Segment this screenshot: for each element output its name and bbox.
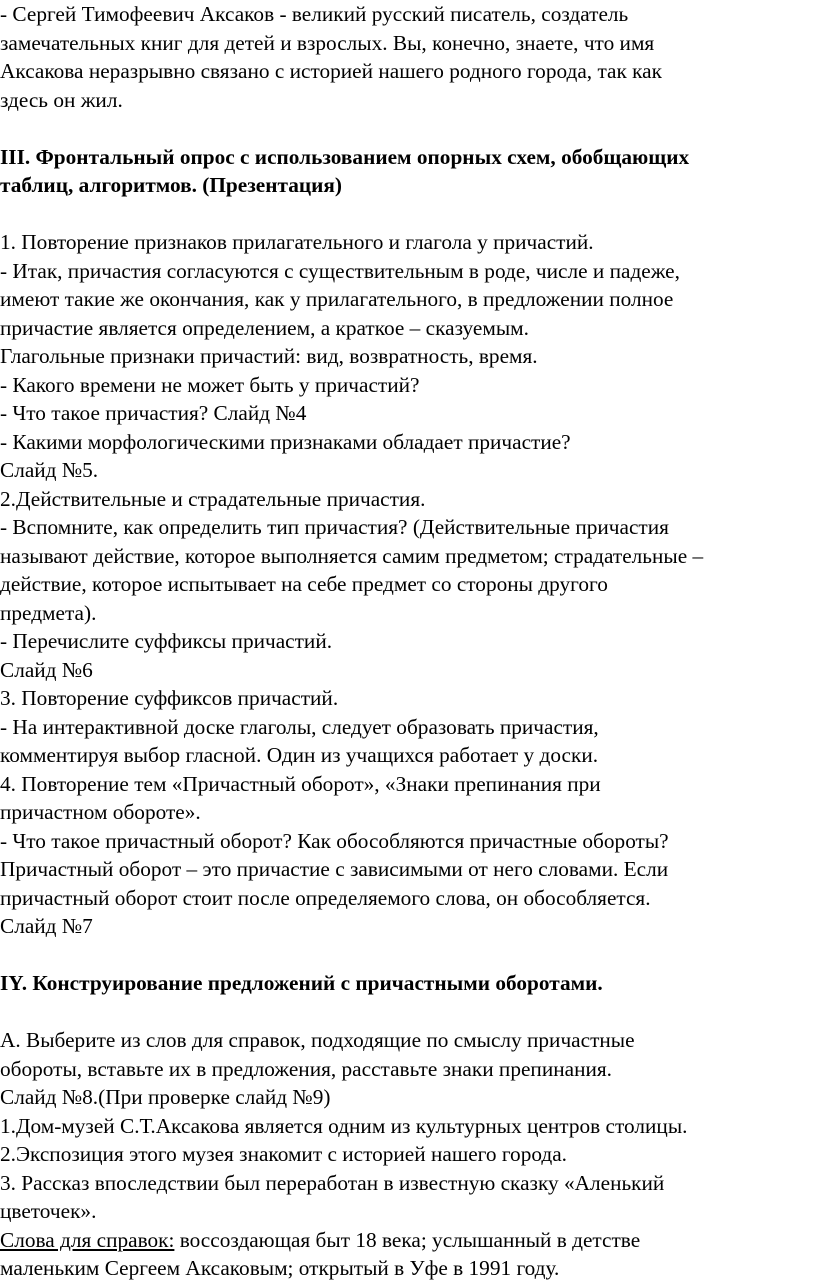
- text-line: 2.Действительные и страдательные причастия.: [0, 486, 426, 511]
- text-line: Слайд №7: [0, 914, 93, 938]
- text-line: Слайд №8.(При проверке слайд №9): [0, 1085, 331, 1109]
- text-line: Слайд №5.: [0, 458, 99, 482]
- text-line: здесь он жил.: [0, 87, 123, 112]
- section-4-heading: IY. Конструирование предложений с причастными оборотами.: [0, 971, 603, 995]
- blank-line: [0, 998, 810, 1027]
- text-line: Глагольные признаки причастий: вид, возвратность, время.: [0, 344, 538, 368]
- section-4-body: [0, 1026, 810, 1283]
- text-line: называют действие, которое выполняется самим предметом; страдательные –: [0, 543, 704, 568]
- text-line: имеют такие же окончания, как у прилагательного, в предложении полное: [0, 287, 674, 311]
- text-line: действие, которое испытывает на себе предмет со стороны другого: [0, 572, 608, 596]
- text-line: предмета).: [0, 600, 97, 625]
- text-line: 4. Повторение тем «Причастный оборот», «Знаки препинания при: [0, 771, 601, 796]
- text-line: причастном обороте».: [0, 800, 201, 824]
- text-line: Слайд №6: [0, 657, 93, 682]
- text-line: - Что такое причастный оборот? Как обособляются причастные обороты?: [0, 828, 669, 853]
- text-line: причастие является определением, а краткое – сказуемым.: [0, 315, 529, 340]
- heading-line: таблиц, алгоритмов. (Презентация): [0, 173, 343, 197]
- text-line: - Что такое причастия? Слайд №4: [0, 401, 307, 425]
- text-line: - Итак, причастия согласуются с существительным в роде, числе и падеже,: [0, 258, 680, 283]
- text-line: цветочек».: [0, 1199, 97, 1223]
- text-line: 1. Повторение признаков прилагательного и глагола у причастий.: [0, 230, 594, 254]
- text-line: замечательных книг для детей и взрослых. Вы, конечно, знаете, что имя: [0, 30, 655, 55]
- text-line: - На интерактивной доске глаголы, следует образовать причастия,: [0, 714, 599, 739]
- text-line: 3. Рассказ впоследствии был переработан в известную сказку «Аленький: [0, 1170, 665, 1195]
- reference-label: Слова для справок:: [0, 1227, 175, 1252]
- text-line: Аксакова неразрывно связано с историей нашего родного города, так как: [0, 59, 662, 83]
- text-line: - Какими морфологическими признаками обладает причастие?: [0, 429, 571, 454]
- blank-line: [0, 200, 810, 229]
- heading-line: III. Фронтальный опрос с использованием опорных схем, обобщающих: [0, 144, 690, 169]
- text-line: 2.Экспозиция этого музея знакомит с историей нашего города.: [0, 1142, 567, 1166]
- blank-line: [0, 114, 810, 143]
- text-line: 3. Повторение суффиксов причастий.: [0, 686, 339, 710]
- section-3-heading: [0, 143, 810, 200]
- text-line: 1.Дом-музей С.Т.Аксакова является одним из культурных центров столицы.: [0, 1113, 688, 1138]
- text-line: А. Выберите из слов для справок, подходящие по смыслу причастные: [0, 1028, 635, 1052]
- text-line: - Сергей Тимофеевич Аксаков - великий русский писатель, создатель: [0, 2, 629, 26]
- intro-paragraph: [0, 0, 810, 114]
- reference-last-line: маленьким Сергеем Аксаковым; открытый в Уфе в 1991 году.: [0, 1256, 560, 1280]
- text-line: комментируя выбор гласной. Один из учащихся работает у доски.: [0, 743, 599, 767]
- text-line: Причастный оборот – это причастие с зависимыми от него словами. Если: [0, 857, 669, 881]
- text-line: - Какого времени не может быть у причастий?: [0, 372, 420, 397]
- blank-line: [0, 941, 810, 970]
- reference-text: воссоздающая быт 18 века; услышанный в детстве: [174, 1227, 641, 1252]
- text-line: - Перечислите суффиксы причастий.: [0, 629, 333, 653]
- text-line: обороты, вставьте их в предложения, расставьте знаки препинания.: [0, 1056, 612, 1081]
- text-line: причастный оборот стоит после определяемого слова, он обособляется.: [0, 885, 651, 910]
- section-3-body: [0, 228, 810, 941]
- reference-line: [0, 1226, 810, 1255]
- text-line: - Вспомните, как определить тип причастия? (Действительные причастия: [0, 515, 669, 539]
